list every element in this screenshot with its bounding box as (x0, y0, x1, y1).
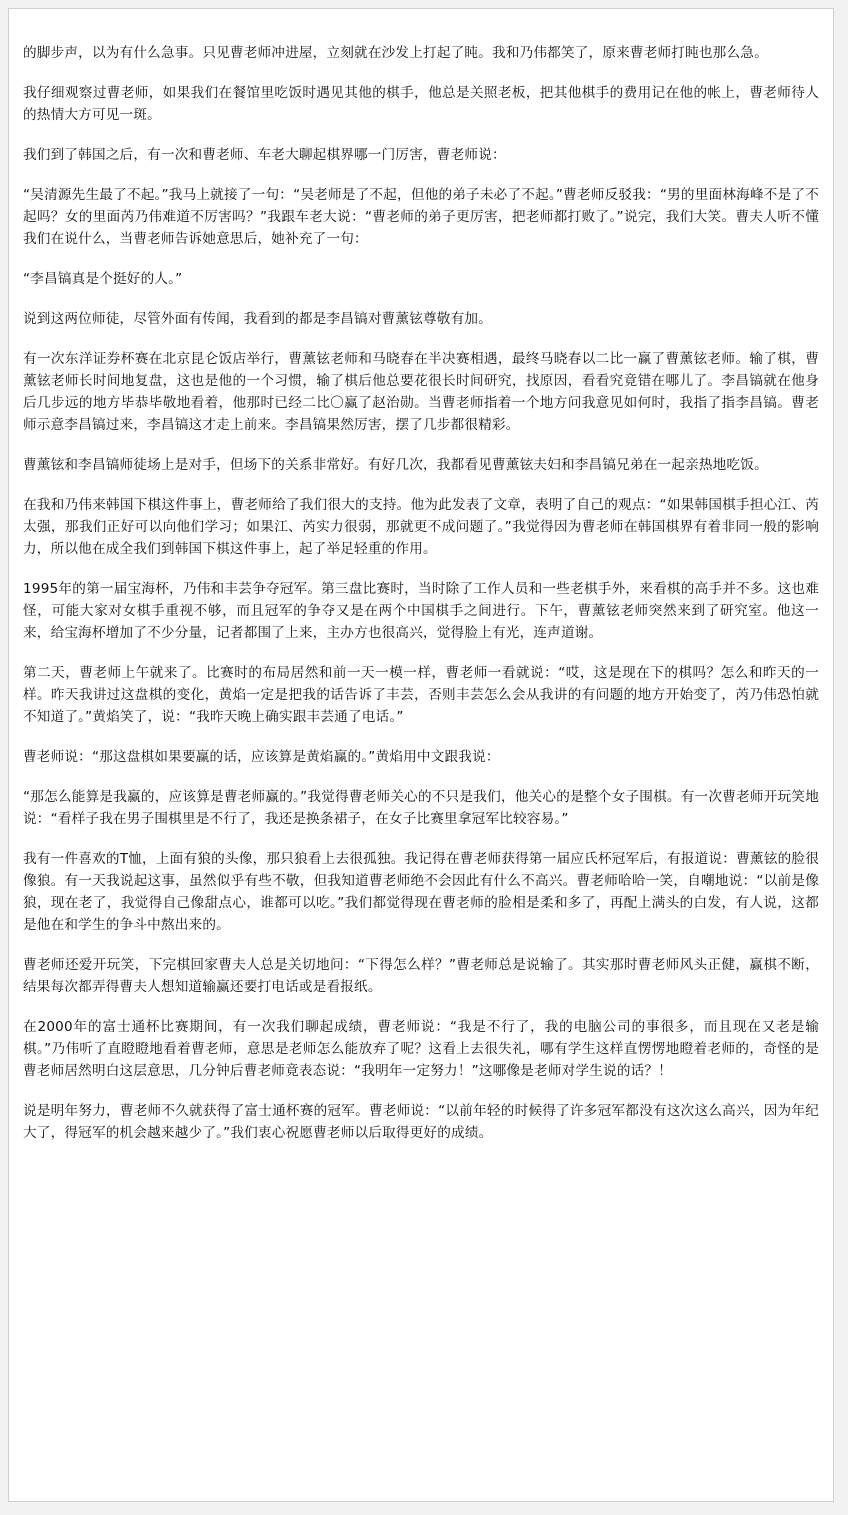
document-page (8, 8, 834, 1502)
paragraph: 我有一件喜欢的T恤，上面有狼的头像，那只狼看上去很孤独。我记得在曹老师获得第一届应氏杯冠军后，有报道说：曹薰铉的脸很像狼。有一天我说起这事，虽然似乎有些不敬，但我知道曹老师绝不会因此有什么不高兴。曹老师哈哈一笑，自嘲地说：“以前是像狼，现在老了，我觉得自己像甜点心，谁都可以吃。”我们都觉得现在曹老师的脸相是柔和多了，再配上满头的白发，有人说，这都是他在和学生的争斗中熬出来的。 (23, 851, 819, 933)
article-body (23, 42, 819, 1144)
paragraph: 的脚步声，以为有什么急事。只见曹老师冲进屋，立刻就在沙发上打起了盹。我和乃伟都笑了，原来曹老师打盹也那么急。 (23, 45, 768, 61)
paragraph: 曹老师还爱开玩笑，下完棋回家曹夫人总是关切地问：“下得怎么样？”曹老师总是说输了。其实那时曹老师风头正健，赢棋不断，结果每次都弄得曹夫人想知道输赢还要打电话或是看报纸。 (23, 957, 819, 995)
paragraph: 在我和乃伟来韩国下棋这件事上，曹老师给了我们很大的支持。他为此发表了文章，表明了自己的观点：“如果韩国棋手担心江、芮太强，那我们正好可以向他们学习；如果江、芮实力很弱，那就更不成问题了。”我觉得因为曹老师在韩国棋界有着非同一般的影响力，所以他在成全我们到韩国下棋这件事上，起了举足轻重的作用。 (23, 497, 819, 557)
paragraph: 我仔细观察过曹老师，如果我们在餐馆里吃饭时遇见其他的棋手，他总是关照老板，把其他棋手的费用记在他的帐上，曹老师待人的热情大方可见一斑。 (23, 85, 819, 123)
paragraph: “吴清源先生最了不起。”我马上就接了一句：“吴老师是了不起，但他的弟子未必了不起。”曹老师反驳我：“男的里面林海峰不是了不起吗？女的里面芮乃伟难道不厉害吗？”我跟车老大说：“曹老师的弟子更厉害，把老师都打败了。”说完，我们大笑。曹夫人听不懂我们在说什么，当曹老师告诉她意思后，她补充了一句： (23, 187, 819, 247)
paragraph: 在2000年的富士通杯比赛期间，有一次我们聊起成绩，曹老师说：“我是不行了，我的电脑公司的事很多，而且现在又老是输棋。”乃伟听了直瞪瞪地看着曹老师，意思是老师怎么能放弃了呢？这看上去很失礼，哪有学生这样直愣愣地瞪着老师的，奇怪的是曹老师居然明白这层意思，几分钟后曹老师竟表态说：“我明年一定努力！”这哪像是老师对学生说的话？！ (23, 1019, 819, 1079)
paragraph: 说是明年努力，曹老师不久就获得了富士通杯赛的冠军。曹老师说：“以前年轻的时候得了许多冠军都没有这次这么高兴，因为年纪大了，得冠军的机会越来越少了。”我们衷心祝愿曹老师以后取得更好的成绩。 (23, 1103, 819, 1141)
paragraph: 有一次东洋证券杯赛在北京昆仑饭店举行，曹薰铉老师和马晓春在半决赛相遇，最终马晓春以二比一赢了曹薰铉老师。输了棋，曹薰铉老师长时间地复盘，这也是他的一个习惯，输了棋后他总要花很长时间研究，找原因，看看究竟错在哪儿了。李昌镐就在他身后几步远的地方毕恭毕敬地看着，他那时已经二比〇赢了赵治勋。当曹老师指着一个地方问我意见如何时，我指了指李昌镐。曹老师示意李昌镐过来，李昌镐这才走上前来。李昌镐果然厉害，摆了几步都很精彩。 (23, 351, 819, 433)
paragraph: 曹薰铉和李昌镐师徒场上是对手，但场下的关系非常好。有好几次，我都看见曹薰铉夫妇和李昌镐兄弟在一起亲热地吃饭。 (23, 457, 768, 473)
paragraph: 说到这两位师徒，尽管外面有传闻，我看到的都是李昌镐对曹薰铉尊敬有加。 (23, 311, 492, 327)
paragraph: 1995年的第一届宝海杯，乃伟和丰芸争夺冠军。第三盘比赛时，当时除了工作人员和一些老棋手外，来看棋的高手并不多。这也难怪，可能大家对女棋手重视不够，而且冠军的争夺又是在两个中国棋手之间进行。下午，曹薰铉老师突然来到了研究室。他这一来，给宝海杯增加了不少分量，记者都围了上来，主办方也很高兴，觉得脸上有光，连声道谢。 (23, 581, 819, 641)
paragraph: 第二天，曹老师上午就来了。比赛时的布局居然和前一天一模一样，曹老师一看就说：“哎，这是现在下的棋吗？怎么和昨天的一样。昨天我讲过这盘棋的变化，黄焰一定是把我的话告诉了丰芸，否则丰芸怎么会从我讲的有问题的地方开始变了，芮乃伟恐怕就不知道了。”黄焰笑了，说：“我昨天晚上确实跟丰芸通了电话。” (23, 665, 819, 725)
paragraph: “那怎么能算是我赢的，应该算是曹老师赢的。”我觉得曹老师关心的不只是我们，他关心的是整个女子围棋。有一次曹老师开玩笑地说：“看样子我在男子围棋里是不行了，我还是换条裙子，在女子比赛里拿冠军比较容易。” (23, 789, 819, 827)
paragraph: 我们到了韩国之后，有一次和曹老师、车老大聊起棋界哪一门厉害，曹老师说： (23, 147, 506, 163)
paragraph: 曹老师说：“那这盘棋如果要赢的话，应该算是黄焰赢的。”黄焰用中文跟我说： (23, 749, 500, 765)
paragraph: “李昌镐真是个挺好的人。” (23, 271, 183, 287)
